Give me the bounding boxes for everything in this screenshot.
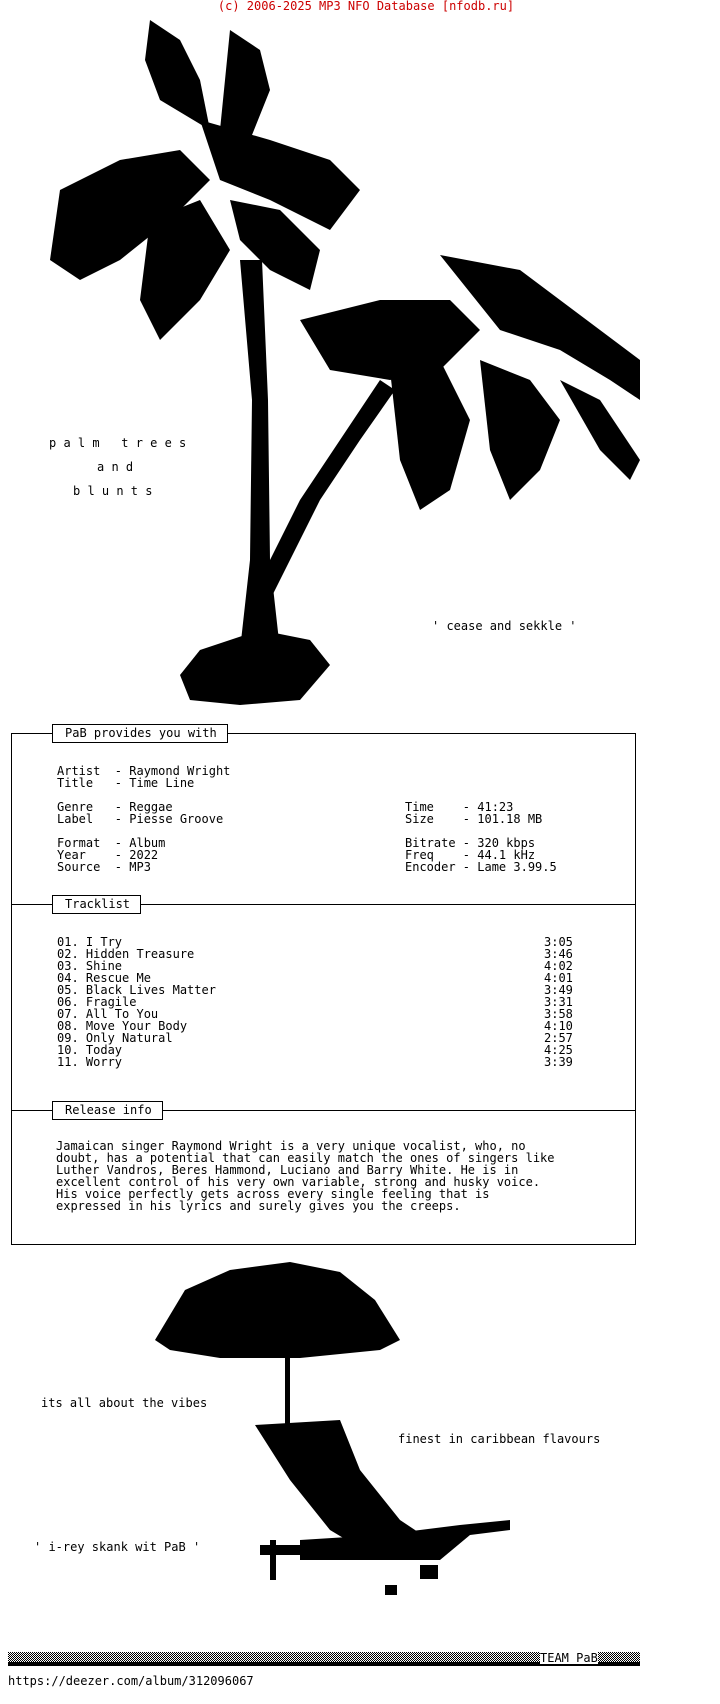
release-description: Jamaican singer Raymond Wright is a very unique vocalist, who, no doubt, has a potential that can easily match the ones of singers like Luther Vandros, Beres Hammond, Luciano and Barry White. He is in excellent control of his very own variable, strong and husky voice. His voice perfectly gets across every single feeling that is expressed in his lyrics and surely gives you the creeps. <box>56 1139 555 1213</box>
track-time: 3:05 <box>544 935 573 949</box>
track-time: 4:25 <box>544 1043 573 1057</box>
palm-line2: a n d <box>97 460 134 474</box>
track-name: 03. Shine <box>57 959 123 973</box>
track-time: 3:49 <box>544 983 573 997</box>
track-name: 04. Rescue Me <box>57 971 151 985</box>
palm-line3: b l u n t s <box>73 484 153 498</box>
year-field: Year - 2022 <box>57 848 159 862</box>
track-name: 11. Worry <box>57 1055 123 1069</box>
track-time: 3:58 <box>544 1007 573 1021</box>
track-name: 08. Move Your Body <box>57 1019 188 1033</box>
format-field: Format - Album <box>57 836 166 850</box>
track-time: 3:31 <box>544 995 573 1009</box>
track-name: 01. I Try <box>57 935 123 949</box>
label-field: Label - Piesse Groove <box>57 812 224 826</box>
track-time: 4:01 <box>544 971 573 985</box>
nfodb-header: (c) 2006-2025 MP3 NFO Database [nfodb.ru] <box>217 0 515 13</box>
source-field: Source - MP3 <box>57 860 151 874</box>
section-release: Release info <box>52 1101 163 1120</box>
track-name: 07. All To You <box>57 1007 159 1021</box>
track-name: 05. Black Lives Matter <box>57 983 216 997</box>
track-time: 4:02 <box>544 959 573 973</box>
encoder-field: Encoder - Lame 3.99.5 <box>405 860 557 874</box>
team-tag: TEAM PaB <box>540 1651 598 1665</box>
genre-field: Genre - Reggae <box>57 800 173 814</box>
cease-slogan: ' cease and sekkle ' <box>432 619 577 633</box>
caribbean-text: finest in caribbean flavours <box>398 1432 601 1446</box>
time-field: Time - 41:23 <box>405 800 514 814</box>
track-name: 06. Fragile <box>57 995 137 1009</box>
section-tracklist: Tracklist <box>52 895 141 914</box>
track-name: 02. Hidden Treasure <box>57 947 195 961</box>
artist-field: Artist - Raymond Wright <box>57 764 231 778</box>
track-time: 3:46 <box>544 947 573 961</box>
size-field: Size - 101.18 MB <box>405 812 543 826</box>
track-time: 3:39 <box>544 1055 573 1069</box>
palm-line1: p a l m t r e e s <box>49 436 187 450</box>
track-name: 10. Today <box>57 1043 123 1057</box>
title-field: Title - Time Line <box>57 776 195 790</box>
section-provides: PaB provides you with <box>52 724 228 743</box>
bitrate-field: Bitrate - 320 kbps <box>405 836 536 850</box>
track-time: 4:10 <box>544 1019 573 1033</box>
skank-text: ' i-rey skank wit PaB ' <box>34 1540 201 1554</box>
freq-field: Freq - 44.1 kHz <box>405 848 536 862</box>
deezer-link[interactable]: https://deezer.com/album/312096067 <box>8 1674 254 1688</box>
track-name: 09. Only Natural <box>57 1031 173 1045</box>
vibes-text: its all about the vibes <box>41 1396 208 1410</box>
track-time: 2:57 <box>544 1031 573 1045</box>
